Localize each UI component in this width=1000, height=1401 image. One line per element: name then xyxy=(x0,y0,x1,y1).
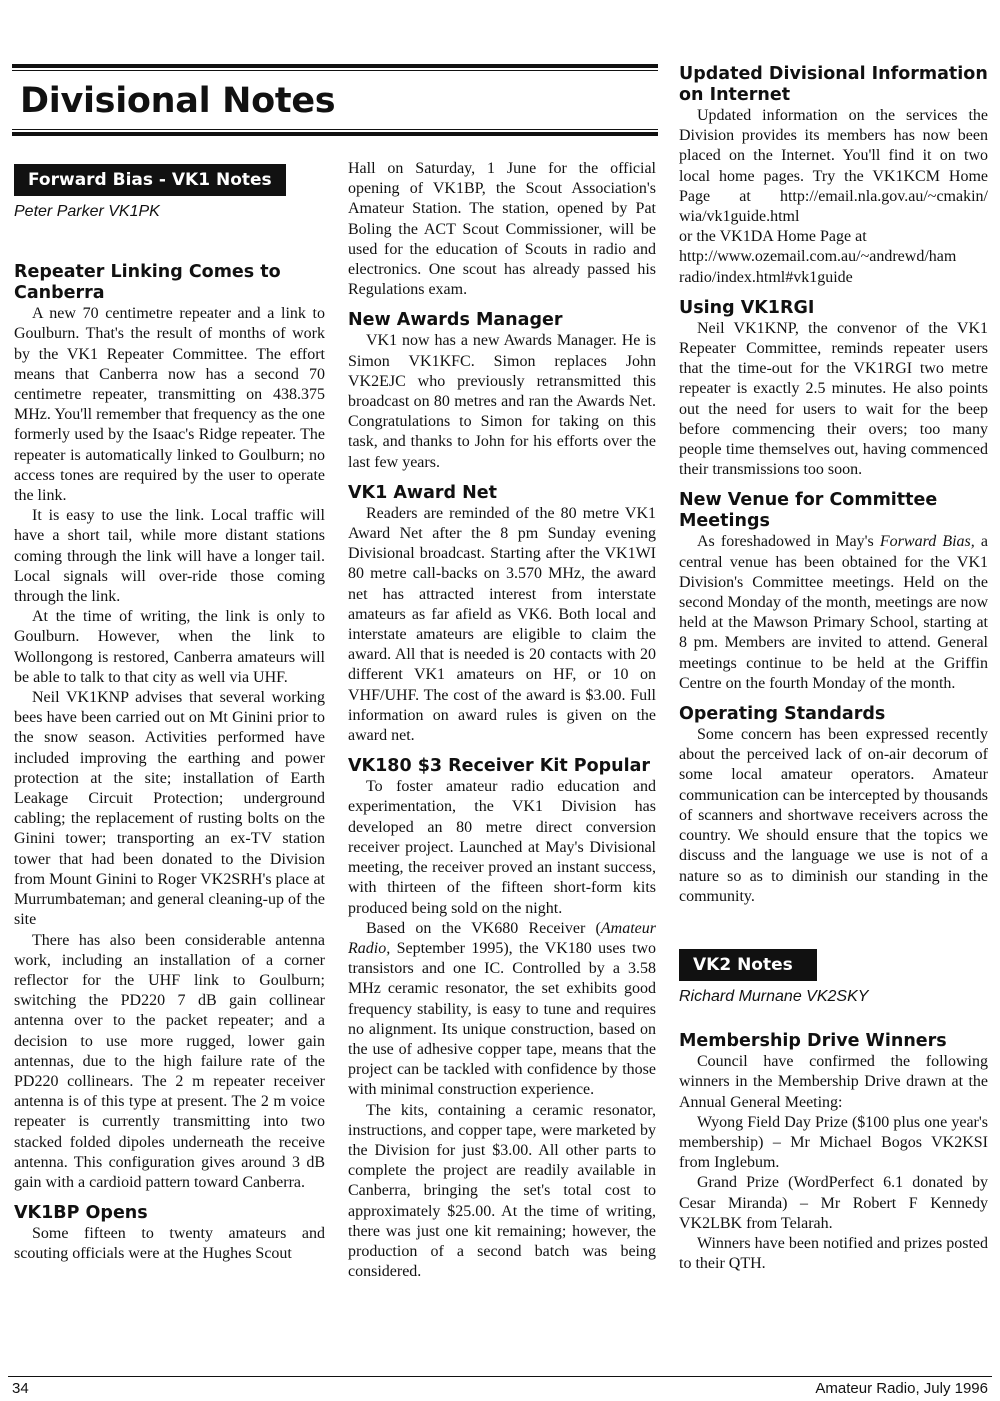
section-banner-vk1: Forward Bias - VK1 Notes xyxy=(14,164,286,196)
paragraph: At the time of writing, the link is only to Goulburn. However, when the link to Wollongong is restored, Canberra amateurs will be able to talk to that city as well via UHF. xyxy=(14,608,325,686)
publication-footer: Amateur Radio, July 1996 xyxy=(815,1380,988,1397)
paragraph: To foster amateur radio education and experimentation, the VK1 Division has developed an 80 metre direct conversion receiver project. Launched at May's Divisional meeting, the receiver proved an instant success, with thirteen of the fifteen short-form kits produced being sold on the night. xyxy=(348,778,656,917)
header-top-rule-thin xyxy=(12,70,658,71)
paragraph xyxy=(348,919,656,1101)
section-banner-vk2: VK2 Notes xyxy=(679,949,817,981)
paragraph: The kits, containing a ceramic resonator, instructions, and copper tape, were marketed by the Division for just $3.00. All other parts to complete the project are readily available in Canberra, bringing the set's total cost to approximately $25.00. At the time of writing, there was just one kit remaining; however, the production of a second batch was being considered. xyxy=(348,1101,656,1281)
heading-vk1rgi: Using VK1RGI xyxy=(679,297,815,318)
paragraph: There has also been considerable antenna work, including an installation of a corner reflector for the UHF link to Goulburn; switching the PD220 7 dB gain collinear antenna over to the packet repeater; and a decision to use more rugged, lower gain antennas, due to the high failure rate of the PD220 collinears. The 2 m repeater receiver antenna is of this type at present. The 2 m voice repeater is currently transmitting into two stacked folded dipoles underneath the receive antenna. This configuration gives around 3 dB gain with a cardioid pattern toward Canberra. xyxy=(14,931,325,1191)
column-3 xyxy=(679,64,988,1274)
heading-repeater-linking: Repeater Linking Comes to Canberra xyxy=(14,262,281,304)
heading-receiver-kit: VK180 $3 Receiver Kit Popular xyxy=(348,756,651,777)
author-byline-vk2: Richard Murnane VK2SKY xyxy=(679,987,869,1005)
paragraph: VK1 now has a new Awards Manager. He is Simon VK1KFC. Simon replaces John VK2EJC who previously retransmitted this broadcast on 80 metres and ran the Awards Net. Congratulations to Simon for taking on this task, and thanks to John for his efforts over the last few years. xyxy=(348,332,656,471)
paragraph: Grand Prize (WordPerfect 6.1 donated by Cesar Miranda) – Mr Robert F Kennedy VK2LBK from Telarah. xyxy=(679,1174,988,1232)
paragraph: Neil VK1KNP advises that several working bees have been carried out on Mt Ginini prior to the snow season. Activities performed have included improving the earthing and power protection at the site; installation of Earth Leakage Circuit Protection; underground cabling; the replacement of rusting bolts on the Ginini tower; transporting an ex-TV station tower that had been donated to the Division from Mount Ginini to Roger VK2SRH's place at Murrumbateman; and general cleaning-up of the site xyxy=(14,689,325,929)
author-byline-vk1: Peter Parker VK1PK xyxy=(14,203,160,220)
page-title: Divisional Notes xyxy=(20,81,336,121)
publication-reference: Amateur Radio, xyxy=(348,919,656,957)
footer-rule xyxy=(8,1376,992,1377)
header-bottom-rule-thin xyxy=(12,129,658,130)
header-top-rule xyxy=(12,64,658,68)
heading-membership-drive: Membership Drive Winners xyxy=(679,1031,947,1052)
heading-operating-standards: Operating Standards xyxy=(679,704,886,725)
paragraph: Updated information on the services the Division provides its members has now been placed on the Internet. You'll find it on two local home pages. Try the VK1KCM Home Page at http://email.nla.gov.au/~cmakin/ wia/vk1guide.html xyxy=(679,107,988,226)
url-text: http://www.ozemail.com.au/~andrewd/ham radio/index.html#vk1guide xyxy=(679,248,957,286)
paragraph: Readers are reminded of the 80 metre VK1 Award Net after the 8 pm Sunday evening Divisional broadcast. Starting after the VK1WI 80 metre call-backs on 3.570 MHz, the award net has attracted interest from interstate amateurs as far afield as VK6. Both local and interstate amateurs are eligible to claim the award. All that is needed is 20 contacts with 20 different VK1 amateurs on HF, or 10 on VHF/UHF. The cost of the award is $3.00. Full information on award rules is given on the award net. xyxy=(348,504,656,745)
heading-vk1bp-opens: VK1BP Opens xyxy=(14,1203,148,1224)
paragraph: A new 70 centimetre repeater and a link to Goulburn. That's the result of months of work by the VK1 Repeater Committee. The effort means that Canberra now has a second 70 centimetre repeater, transmitting on 438.375 MHz. You'll remember that frequency as the one formerly used by the Isaac's Ridge repeater. The repeater is automatically linked to Goulburn; no access tones are required by the user to operate the link. xyxy=(14,305,325,505)
paragraph-continued: Hall on Saturday, 1 June for the official opening of VK1BP, the Scout Association's Amateur Station. The station, opened by Pat Boling the ACT Scout Commissioner, will be used for the education of Scouts in radio and electronics. One scout has already passed his Regulations exam. xyxy=(348,160,656,299)
paragraph: It is easy to use the link. Local traffic will have a short tail, while more distant stations coming through the link will have a longer tail. Local signals will over-ride those coming through the link. xyxy=(14,507,325,606)
paragraph xyxy=(679,532,988,694)
text-run: Based on the VK680 Receiver ( xyxy=(366,919,601,937)
paragraph: Council have confirmed the following winners in the Membership Drive drawn at the Annual General Meeting: xyxy=(679,1053,988,1111)
heading-internet: Updated Divisional Information on Internet xyxy=(679,64,988,105)
paragraph: or the VK1DA Home Page at xyxy=(679,228,867,246)
paragraph: Some concern has been expressed recently about the perceived lack of on-air decorum of some local amateur operators. Amateur communication can be intercepted by thousands of scanners and shortwave receivers across the country. We should ensure that the topics we discuss and the language we use is not of a nature so as to diminish our standing in the community. xyxy=(679,726,988,905)
heading-new-venue: New Venue for Committee Meetings xyxy=(679,490,938,532)
column-2 xyxy=(348,159,656,1282)
paragraph: Neil VK1KNP, the convenor of the VK1 Repeater Committee, reminds repeater users that the time-out for the VK1RGI two metre repeater is exactly 2.5 minutes. He also points out the need for users to wait for the beep before commencing their overs; too many people time themselves out, having commenced their transmissions too soon. xyxy=(679,319,988,479)
paragraph: Wyong Field Day Prize ($100 plus one year's membership) – Mr Michael Bogos VK2KSI from Inglebum. xyxy=(679,1113,988,1172)
text-run: As foreshadowed in May's xyxy=(697,533,880,551)
heading-awards-manager: New Awards Manager xyxy=(348,310,563,331)
text-run: a central venue has been obtained for the VK1 Division's Committee meetings. Held on the second Monday of the month, meetings are now held at the Mawson Primary School, starting at 8 pm. Members are invited to attend. General meetings continue to be held at the Griffin Centre on the fourth Monday of the month. xyxy=(679,533,989,692)
text-run: September 1995), the VK180 uses two transistors and one IC. Controlled by a 3.58 MHz ceramic resonator, the set exhibits good frequency stability, is easy to tune and requires no alignment. Its unique construction, based on the use of adhesive copper tape, means that the project can be tackled with confidence by those with minimal construction experience. xyxy=(348,939,656,1099)
header-bottom-rule xyxy=(12,132,658,136)
page-number: 34 xyxy=(12,1380,29,1397)
column-1 xyxy=(14,164,325,1265)
page-header xyxy=(12,64,658,136)
publication-reference: Forward Bias, xyxy=(879,533,975,551)
paragraph: Winners have been notified and prizes posted to their QTH. xyxy=(679,1234,988,1273)
heading-award-net: VK1 Award Net xyxy=(348,482,498,503)
paragraph: Some fifteen to twenty amateurs and scouting officials were at the Hughes Scout xyxy=(14,1225,325,1263)
